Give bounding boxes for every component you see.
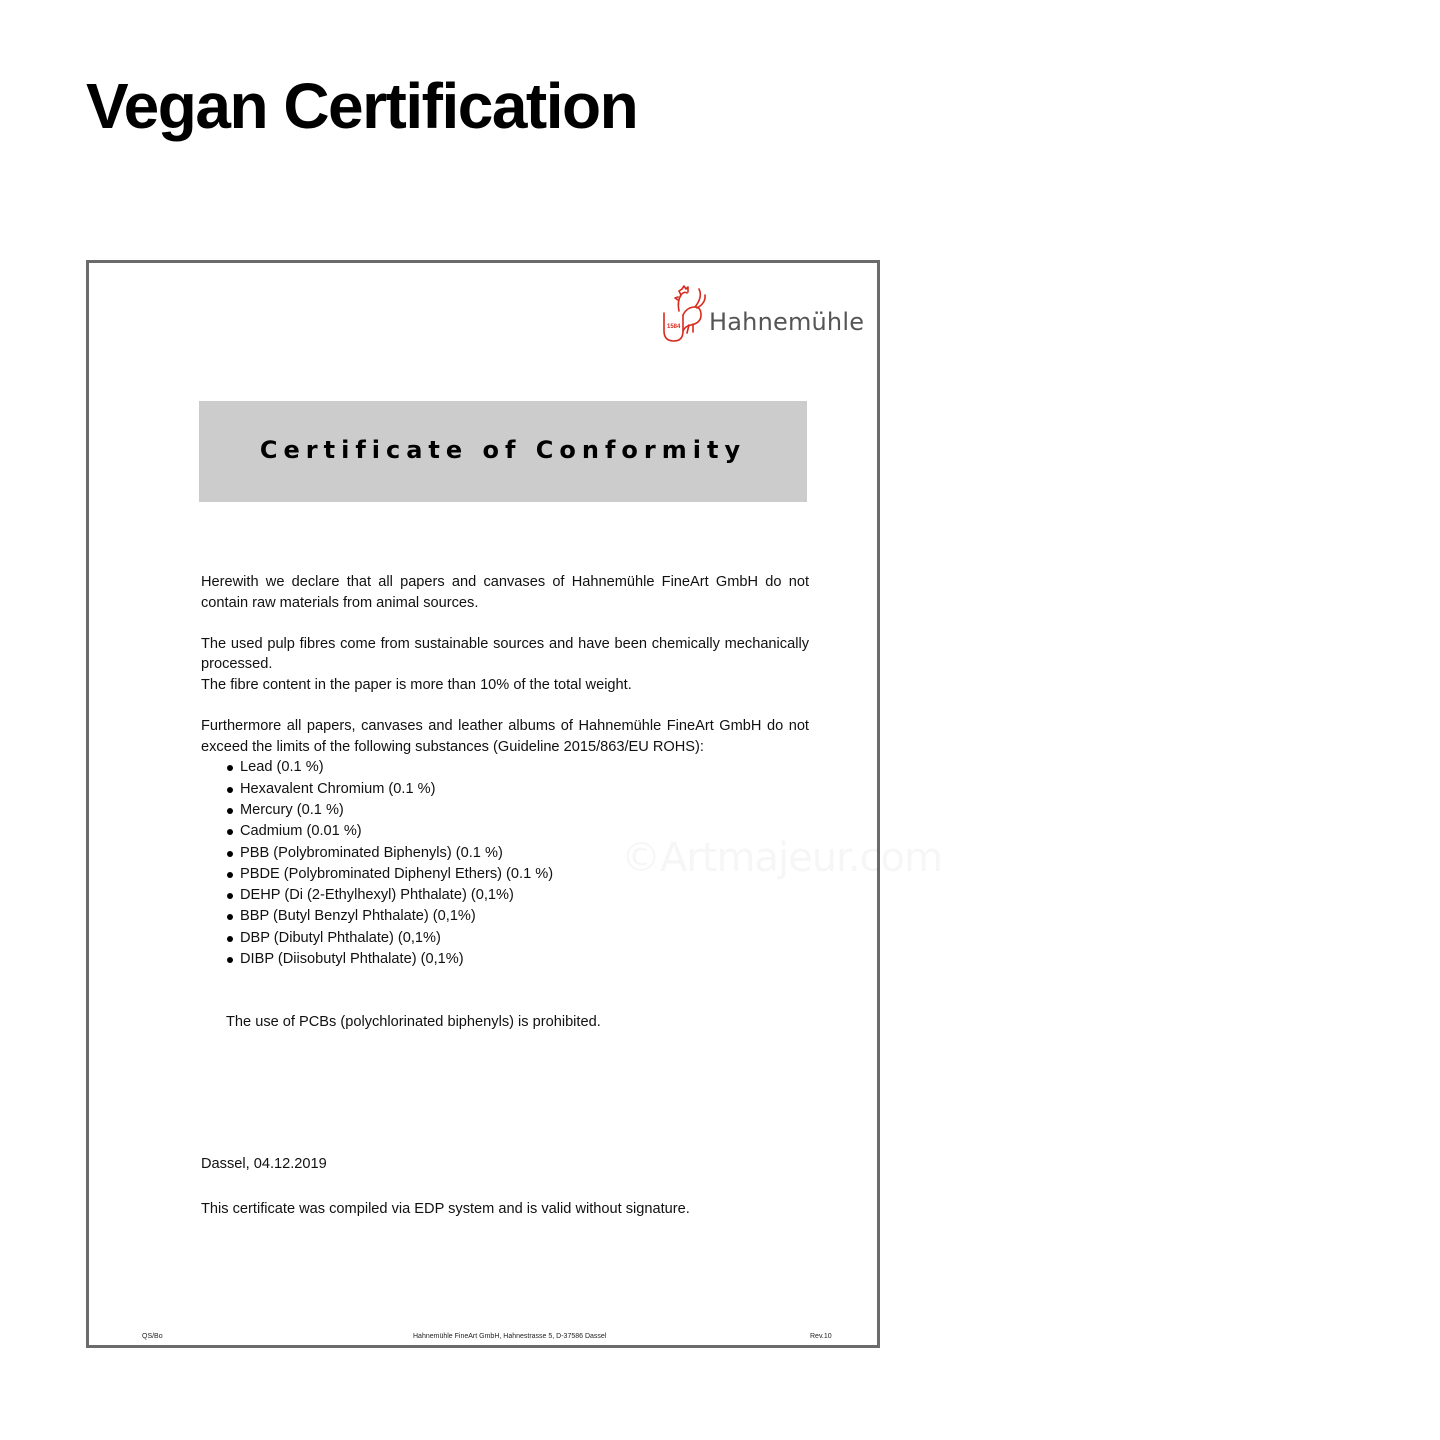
- validity-note: This certificate was compiled via EDP system and is valid without signature.: [201, 1201, 690, 1217]
- page-title: Vegan Certification: [86, 70, 638, 142]
- list-item: Hexavalent Chromium (0.1 %): [227, 779, 809, 800]
- logo-year: 1584: [667, 324, 681, 330]
- pcb-note: The use of PCBs (polychlorinated biphenyls) is prohibited.: [226, 1014, 601, 1030]
- place-date: Dassel, 04.12.2019: [201, 1156, 327, 1172]
- watermark: [621, 835, 942, 881]
- certificate-document: [86, 260, 880, 1348]
- footer-revision: Rev.10: [810, 1333, 832, 1340]
- list-item: BBP (Butyl Benzyl Phthalate) (0,1%): [227, 906, 809, 927]
- rooster-icon: [661, 285, 707, 345]
- footer-address: Hahnemühle FineArt GmbH, Hahnestrasse 5, D-37586 Dassel: [413, 1333, 607, 1340]
- list-item: DEHP (Di (2-Ethylhexyl) Phthalate) (0,1%): [227, 885, 809, 906]
- certificate-body: [201, 572, 809, 970]
- title-banner: [199, 401, 807, 502]
- footer-left: QS/Bo: [142, 1333, 163, 1340]
- list-item: Mercury (0.1 %): [227, 800, 809, 821]
- pulp-fibres-paragraph: The used pulp fibres come from sustainable sources and have been chemically mechanically processed.: [201, 635, 809, 673]
- list-item: Lead (0.1 %): [227, 757, 809, 778]
- list-item: DBP (Dibutyl Phthalate) (0,1%): [227, 928, 809, 949]
- list-item: PBB (Polybrominated Biphenyls) (0.1 %): [227, 843, 809, 864]
- list-item: DIBP (Diisobutyl Phthalate) (0,1%): [227, 949, 809, 970]
- hahnemuhle-logo: [661, 285, 865, 345]
- declaration-paragraph: Herewith we declare that all papers and canvases of Hahnemühle FineArt GmbH do not contain raw materials from animal sources.: [201, 574, 809, 611]
- substance-limits-paragraph: Furthermore all papers, canvases and leather albums of Hahnemühle FineArt GmbH do not exceed the limits of the following substances (Guideline 2015/863/EU ROHS):: [201, 718, 809, 755]
- list-item: PBDE (Polybrominated Diphenyl Ethers) (0.1 %): [227, 864, 809, 885]
- fibre-content-paragraph: The fibre content in the paper is more than 10% of the total weight.: [201, 676, 632, 693]
- certificate-title: Certificate of Conformity: [259, 436, 747, 464]
- logo-brand-name: Hahnemühle: [709, 308, 865, 336]
- list-item: Cadmium (0.01 %): [227, 821, 809, 842]
